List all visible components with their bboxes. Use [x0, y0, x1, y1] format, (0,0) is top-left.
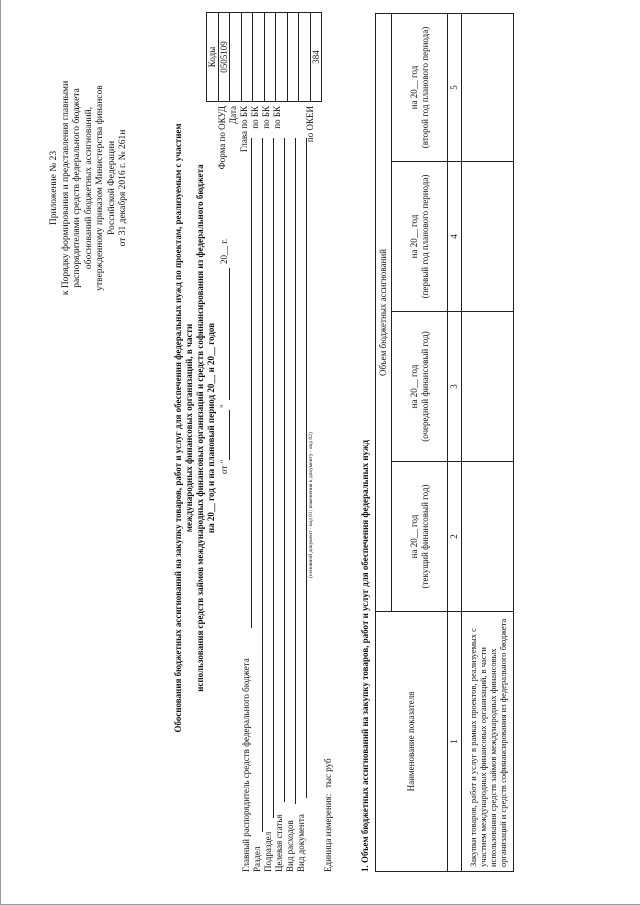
codes-bk-value	[276, 13, 288, 102]
codes-bk-value	[253, 13, 265, 102]
field-underline	[295, 138, 296, 804]
indicator-text-line: Закупки товаров, работ и услуг в рамках проектов, реализуемых с	[467, 628, 478, 867]
section-heading: 1. Объем бюджетных ассигнований на закупку товаров, работ и услуг для обеспечения федеральных нужд	[360, 439, 370, 872]
column-number: 5	[448, 13, 462, 161]
field-underline	[306, 138, 307, 798]
codes-label-bk: по БК	[261, 106, 271, 129]
field-label-document-type: Вид документа	[296, 814, 306, 872]
field-label-section: Раздел	[252, 846, 262, 872]
column-number: 3	[448, 312, 462, 462]
column-number: 1	[448, 612, 462, 872]
appendix-line: Приложение № 23	[49, 150, 59, 226]
field-underline	[273, 138, 274, 818]
value-cell	[462, 312, 514, 462]
appendix-line: распорядителями средств федерального бюджета	[72, 88, 82, 288]
year-column-header	[392, 462, 448, 612]
codes-date-value	[230, 13, 242, 102]
appendix-line: обоснований бюджетных ассигнований,	[83, 106, 94, 270]
year-column-header	[392, 312, 448, 462]
year-column-line: на 20__ год	[408, 514, 419, 559]
year-column-period: (второй год планового периода)	[419, 26, 430, 149]
indicator-text-line: использования средств займов международных финансовых	[487, 648, 498, 867]
document-type-note: (основной документ - код 01; изменения к документу - код 02)	[308, 432, 314, 578]
indicator-name-cell	[462, 612, 514, 872]
date-month-underline	[229, 268, 230, 400]
year-column-period: (очередной финансовый год)	[419, 331, 430, 442]
value-cell	[462, 162, 514, 312]
allocations-group-header: Объем бюджетных ассигнований	[376, 13, 392, 611]
codes-label-okud: Форма по ОКУД	[217, 106, 227, 170]
codes-label-okei: по ОКЕИ	[305, 106, 315, 143]
field-label-target-article: Целевая статья	[274, 814, 284, 872]
unit-label: Единица измерения:	[323, 793, 333, 872]
table-row	[462, 13, 514, 871]
codes-okud-value: 0505109	[218, 13, 230, 102]
codes-bk-value	[264, 13, 276, 102]
field-underline	[284, 138, 285, 802]
title-line: Обоснования бюджетных ассигнований на закупку товаров, работ и услуг для обеспечения федеральных нужд по проектам, реализуемым с участием международных финансовых организаций, в части	[173, 123, 194, 733]
codes-glava-value	[241, 13, 253, 102]
year-column-period: (первый год планового периода)	[419, 174, 430, 299]
codes-header: Коды	[207, 13, 219, 102]
date-suffix: 20__ г.	[219, 238, 229, 264]
field-label-expense-type: Вид расходов	[285, 820, 295, 872]
codes-label-bk: по БК	[272, 106, 282, 129]
field-label-subsection: Подраздел	[263, 831, 273, 872]
codes-label-date: Дата	[228, 106, 238, 124]
codes-empty-value	[299, 13, 311, 102]
codes-table	[206, 12, 322, 102]
year-column-period: (текущий финансовый год)	[419, 484, 430, 589]
appendix-line: Российской Федерации	[106, 140, 117, 236]
unit-value: тыс руб	[323, 758, 333, 788]
codes-okei-value: 384	[310, 13, 322, 102]
budget-table	[375, 13, 514, 872]
field-underline	[262, 138, 263, 832]
indicator-text-line: организаций и средств софинансирования из федерального бюджета	[497, 618, 508, 867]
year-column-header	[392, 13, 448, 161]
title-line: на 20__ год и на плановый период 20__ и 20__ годов	[206, 322, 216, 534]
date-mid: "	[219, 404, 229, 408]
column-number: 2	[448, 462, 462, 612]
appendix-line: утвержденному приказом Министерства финансов	[95, 85, 105, 291]
codes-label-glava: Глава по БК	[239, 106, 249, 153]
year-column-line: на 20__ год	[408, 364, 419, 409]
value-cell	[462, 462, 514, 612]
codes-label-bk: по БК	[250, 106, 260, 129]
codes-empty-value	[287, 13, 299, 102]
value-cell	[462, 13, 514, 161]
year-column-line: на 20__ год	[408, 65, 419, 110]
column-number: 4	[448, 162, 462, 312]
date-day-underline	[229, 410, 230, 460]
title-line: использования средств займов международных финансовых организаций и средств софинансирования из федерального бюджета	[195, 164, 205, 692]
date-prefix: от "	[219, 459, 229, 474]
year-column-header	[392, 162, 448, 312]
appendix-line: к Порядку формирования и представления главными	[60, 80, 71, 296]
indicator-name-header: Наименование показателя	[376, 612, 448, 872]
rotated-document-page	[23, 8, 623, 878]
field-underline	[251, 138, 252, 628]
field-label-main-distributor: Главный распорядитель средств федерального бюджета	[241, 658, 251, 872]
document-title	[173, 118, 217, 738]
indicator-text-line: участием международных финансовых организаций, в части	[477, 647, 488, 867]
appendix-block	[49, 38, 130, 338]
year-column-line: на 20__ год	[408, 214, 419, 259]
appendix-line: от 31 декабря 2016 г. № 261н	[118, 129, 128, 247]
